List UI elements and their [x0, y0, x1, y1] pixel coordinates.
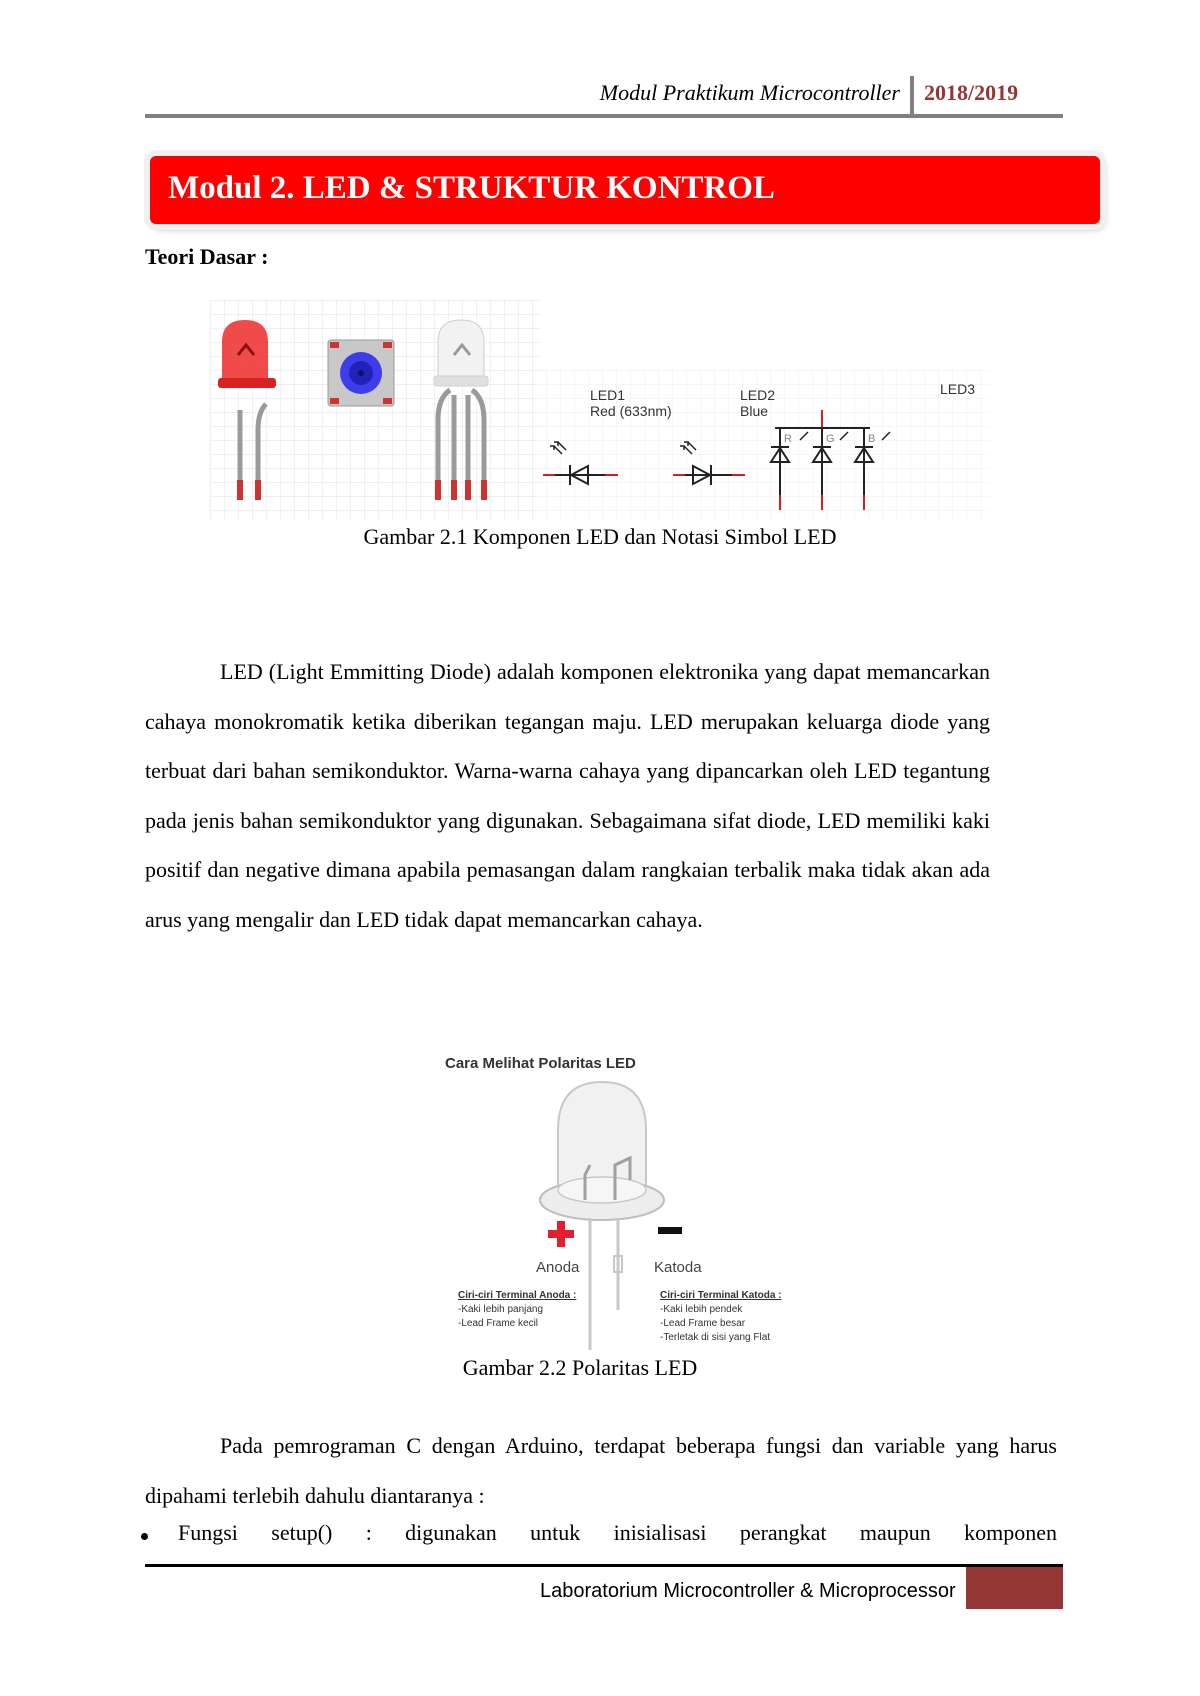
- cathode-minus-icon: [658, 1227, 682, 1234]
- blue-smd-led-image: [328, 340, 394, 406]
- anode-line2: -Lead Frame kecil: [458, 1318, 539, 1329]
- led1-desc: Red (633nm): [590, 403, 672, 419]
- cathode-line1: -Kaki lebih pendek: [660, 1304, 743, 1315]
- anode-line1: -Kaki lebih panjang: [458, 1304, 544, 1315]
- led3-name: LED3: [940, 381, 976, 397]
- figure-led-components: [210, 300, 990, 520]
- paragraph-arduino-intro: [145, 1421, 1057, 1520]
- paragraph-led-definition: [145, 647, 990, 944]
- led1-name: LED1: [590, 387, 626, 403]
- section-heading: Teori Dasar :: [145, 244, 269, 269]
- bullet-setup: Fungsi setup() : digunakan untuk inisialisasi perangkat maupun komponen: [178, 1520, 1057, 1545]
- rgb-label-r: R: [784, 433, 792, 445]
- module-title: Modul 2. LED & STRUKTUR KONTROL: [168, 170, 775, 206]
- header-separator: [910, 76, 914, 114]
- cathode-line2: -Lead Frame besar: [660, 1318, 746, 1329]
- cathode-line3: -Terletak di sisi yang Flat: [660, 1332, 771, 1343]
- anode-label: Anoda: [536, 1259, 580, 1276]
- figure2-caption: Gambar 2.2 Polaritas LED: [462, 1355, 698, 1380]
- rgb-label-b: B: [868, 433, 876, 445]
- header-title: Modul Praktikum Microcontroller: [599, 80, 900, 105]
- paragraph-led-text: LED (Light Emmitting Diode) adalah komponen elektronika yang dapat memancarkan cahaya monokromatik ketika diberikan tegangan maju. LED merupakan keluarga diode yang terbuat dari bahan semikonduktor. Warna-warna cahaya yang dipancarkan oleh LED tegantung pada jenis bahan semikonduktor yang digunakan. Sebagaimana sifat diode, LED memiliki kaki positif dan negative dimana apabila pemasangan dalam rangkaian terbalik maka tidak akan ada arus yang mengalir dan LED tidak dapat memancarkan cahaya.: [145, 659, 990, 932]
- header-year: 2018/2019: [924, 80, 1019, 105]
- figure-led-polarity: [440, 1050, 800, 1355]
- cathode-heading: Ciri-ciri Terminal Katoda :: [660, 1290, 782, 1301]
- cathode-label: Katoda: [654, 1259, 702, 1276]
- led2-desc: Blue: [740, 403, 769, 419]
- led2-name: LED2: [740, 387, 776, 403]
- anode-heading: Ciri-ciri Terminal Anoda :: [458, 1290, 577, 1301]
- footer-text: Laboratorium Microcontroller & Microprocessor: [540, 1580, 956, 1602]
- anode-plus-icon: [548, 1221, 574, 1247]
- footer-rule: [145, 1564, 1063, 1567]
- header-rule: [145, 114, 1063, 118]
- figure1-caption: Gambar 2.1 Komponen LED dan Notasi Simbol LED: [363, 524, 837, 549]
- polarity-led-image: [540, 1082, 664, 1350]
- rgb-label-g: G: [826, 433, 835, 445]
- paragraph-arduino-text: Pada pemrograman C dengan Arduino, terdapat beberapa fungsi dan variable yang harus dipahami terlebih dahulu diantaranya :: [145, 1433, 1057, 1508]
- polarity-title: Cara Melihat Polaritas LED: [445, 1055, 636, 1072]
- bullet-dot: [141, 1533, 148, 1540]
- footer-page-box: [966, 1567, 1063, 1609]
